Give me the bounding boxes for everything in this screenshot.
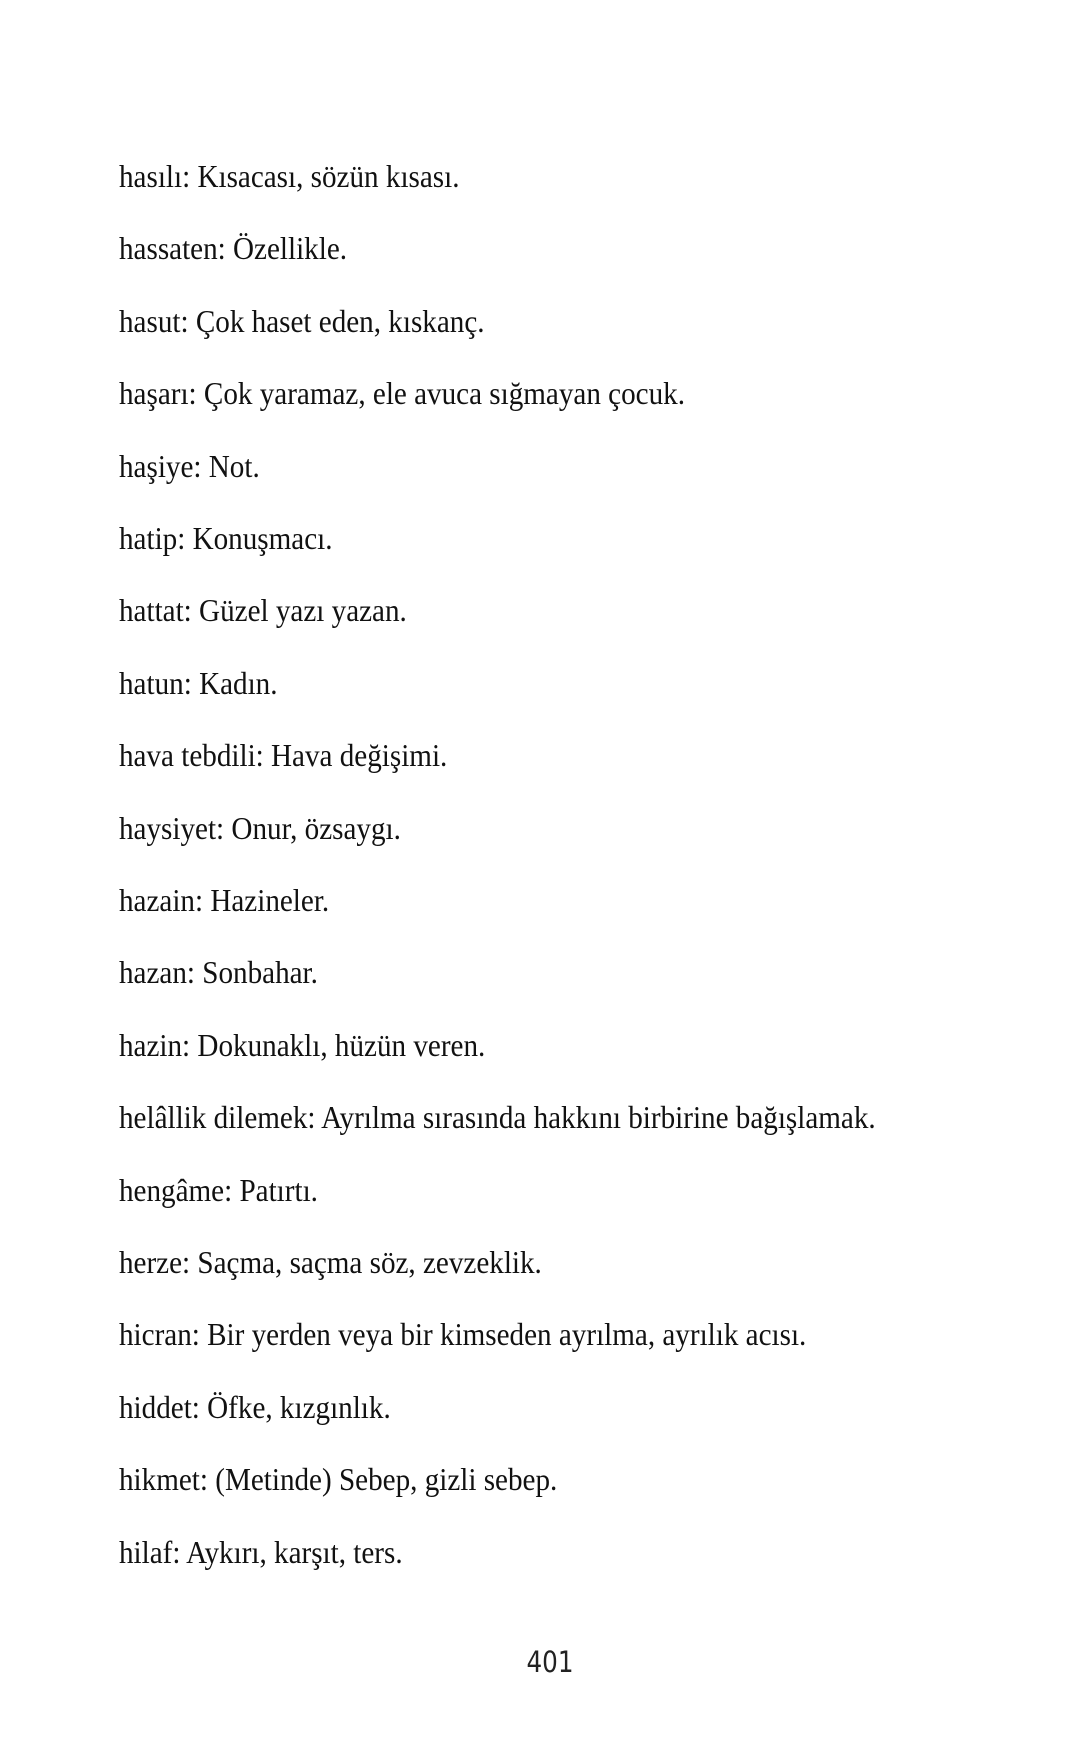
entry-definition: Öfke, kızgınlık. <box>207 1389 391 1425</box>
glossary-entry <box>119 1029 485 1061</box>
entry-separator: : <box>191 1316 208 1352</box>
glossary-entry <box>119 1318 806 1350</box>
entry-term: hiddet <box>119 1389 192 1425</box>
entry-separator: : <box>307 1099 322 1135</box>
entry-term: hasılı <box>119 158 183 194</box>
glossary-entry <box>119 667 278 699</box>
entry-definition: Aykırı, karşıt, ters. <box>186 1534 403 1570</box>
glossary-entry <box>119 739 447 771</box>
entry-term: helâllik dilemek <box>119 1099 308 1135</box>
glossary-entry <box>119 884 329 916</box>
entry-term: hilaf <box>119 1534 173 1570</box>
entry-separator: : <box>217 230 234 266</box>
entry-definition: Hazineler. <box>210 882 330 918</box>
entry-definition: Patırtı. <box>239 1172 318 1208</box>
entry-term: hengâme <box>119 1172 225 1208</box>
entry-definition: Hava değişimi. <box>271 737 448 773</box>
entry-term: hikmet <box>119 1461 200 1497</box>
glossary-entry <box>119 956 318 988</box>
entry-term: hazin <box>119 1027 183 1063</box>
entry-definition: Konuşmacı. <box>192 520 333 556</box>
entry-term: hazan <box>119 954 187 990</box>
entry-definition: Güzel yazı yazan. <box>199 592 407 628</box>
entry-definition: Çok haset eden, kıskanç. <box>195 303 485 339</box>
entry-definition: Not. <box>208 448 260 484</box>
glossary-entry <box>119 1391 391 1423</box>
entry-separator: : <box>216 810 232 846</box>
entry-term: haşarı <box>119 375 189 411</box>
entry-term: hava tebdili <box>119 737 256 773</box>
entry-definition: Saçma, saçma söz, zevzeklik. <box>197 1244 542 1280</box>
entry-separator: : <box>180 303 196 339</box>
glossary-entry <box>119 377 685 409</box>
glossary-entry <box>119 450 260 482</box>
entry-term: haysiyet <box>119 810 217 846</box>
entry-separator: : <box>186 954 203 990</box>
entry-term: herze <box>119 1244 183 1280</box>
entry-separator: : <box>193 448 209 484</box>
entry-term: haşiye <box>119 448 194 484</box>
entry-definition: Kısacası, sözün kısası. <box>197 158 460 194</box>
glossary-entry <box>119 1246 542 1278</box>
glossary-entry <box>119 305 485 337</box>
entry-separator: : <box>199 1461 216 1497</box>
glossary-entry <box>119 160 459 192</box>
page-number: 401 <box>526 1645 574 1679</box>
entry-term: hattat <box>119 592 184 628</box>
entry-term: hicran <box>119 1316 192 1352</box>
glossary-entry <box>119 812 401 844</box>
entry-term: hasut <box>119 303 181 339</box>
entry-separator: : <box>172 1534 187 1570</box>
entry-separator: : <box>183 592 200 628</box>
glossary-entry <box>119 1536 403 1568</box>
entry-separator: : <box>194 882 211 918</box>
entry-separator: : <box>177 520 193 556</box>
entry-separator: : <box>182 1027 198 1063</box>
glossary-entry <box>119 232 347 264</box>
entry-term: hatip <box>119 520 178 556</box>
glossary-entry <box>119 1174 318 1206</box>
entry-term: hazain <box>119 882 195 918</box>
entry-separator: : <box>191 1389 208 1425</box>
entry-definition: Bir yerden veya bir kimseden ayrılma, ayrılık acısı. <box>207 1316 807 1352</box>
glossary-entry <box>119 1101 876 1133</box>
glossary-entry <box>119 594 407 626</box>
entry-definition: Çok yaramaz, ele avuca sığmayan çocuk. <box>203 375 685 411</box>
entry-term: hassaten <box>119 230 218 266</box>
entry-separator: : <box>188 375 204 411</box>
entry-separator: : <box>224 1172 240 1208</box>
entry-term: hatun <box>119 665 184 701</box>
entry-separator: : <box>255 737 272 773</box>
glossary-entry <box>119 522 333 554</box>
entry-separator: : <box>182 1244 198 1280</box>
entry-separator: : <box>182 158 198 194</box>
entry-definition: Özellikle. <box>233 230 348 266</box>
entry-definition: Dokunaklı, hüzün veren. <box>197 1027 486 1063</box>
entry-definition: Ayrılma sırasında hakkını birbirine bağışlamak. <box>321 1099 876 1135</box>
entry-definition: (Metinde) Sebep, gizli sebep. <box>215 1461 558 1497</box>
entry-separator: : <box>183 665 200 701</box>
glossary-entry <box>119 1463 557 1495</box>
entry-definition: Onur, özsaygı. <box>231 810 401 846</box>
entry-definition: Sonbahar. <box>202 954 318 990</box>
entry-definition: Kadın. <box>199 665 278 701</box>
